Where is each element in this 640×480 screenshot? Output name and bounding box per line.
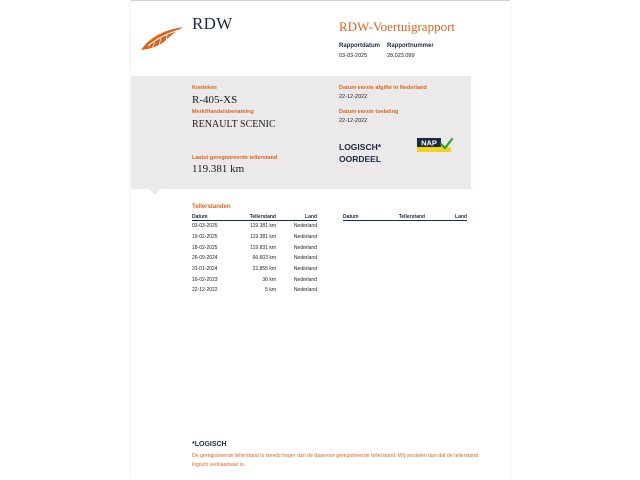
vehicle-summary-panel [131, 76, 471, 189]
first-admission-value: 22-12-2022 [339, 118, 368, 124]
nap-badge-icon [417, 138, 453, 152]
cell-reading: 66.603 km [252, 255, 276, 262]
panel-pointer [149, 189, 161, 195]
top-divider [131, 0, 510, 1]
footnote-text: De geregistreerde tellerstand is steeds hoger dan de daarvoor geregistreerde tellerstand. Wij oordelen dan dat de tellerstand logisch verklaarbaar is. [192, 453, 479, 468]
table-row [192, 285, 317, 296]
first-issue-nl-label: Datum eerste afgifte in Nederland [339, 85, 427, 91]
cell-country: Nederland [293, 287, 317, 294]
col-header-date: Datum [192, 213, 238, 221]
cell-reading: 119.381 km [250, 234, 276, 241]
cell-date: 19-02-2025 [192, 234, 218, 241]
table-header-row [343, 213, 467, 221]
plate-value: R-405-XS [192, 94, 238, 106]
cell-country: Nederland [293, 244, 317, 251]
cell-date: 16-02-2023 [192, 276, 218, 283]
last-odometer-value: 119.381 km [192, 163, 245, 175]
cell-reading: 30 km [262, 276, 276, 283]
rdw-logo-icon [139, 25, 185, 53]
footnote-title: *LOGISCH [192, 441, 227, 448]
report-date: 03-03-2025 [339, 53, 368, 59]
table-row [192, 242, 317, 253]
report-page [131, 0, 510, 480]
table-row [192, 221, 317, 232]
report-number-label: Rapportnummer [387, 43, 434, 49]
cell-reading: 119.381 km [250, 223, 276, 230]
verdict-line-1: LOGISCH* [339, 142, 382, 152]
cell-reading: 5 km [265, 287, 276, 294]
cell-country: Nederland [293, 234, 317, 241]
odometer-table-right [343, 213, 467, 221]
table-row [192, 274, 317, 285]
cell-date: 26-09-2024 [192, 255, 218, 262]
cell-date: 31-01-2024 [192, 266, 218, 273]
col-header-country: Land [276, 213, 317, 221]
first-issue-nl-value: 22-12-2022 [339, 94, 368, 100]
first-admission-label: Datum eerste toelating [339, 109, 399, 115]
verdict [339, 141, 381, 165]
table-row [192, 253, 317, 264]
cell-reading: 119.831 km [250, 244, 276, 251]
cell-reading: 22.855 km [252, 266, 276, 273]
cell-country: Nederland [293, 266, 317, 273]
odometer-section-title: Tellerstanden [192, 204, 231, 210]
col-header-date: Datum [343, 213, 385, 221]
cell-country: Nederland [293, 255, 317, 262]
last-odometer-label: Laatst geregistreerde tellerstand [192, 155, 278, 161]
cell-country: Nederland [293, 276, 317, 283]
cell-date: 18-02-2025 [192, 244, 218, 251]
nap-badge-text: NAP [421, 138, 437, 148]
report-title: RDW-Voertuigrapport [339, 19, 456, 34]
report-number: 28.023.099 [387, 53, 415, 59]
make-value: RENAULT SCENIC [192, 119, 276, 130]
table-row [192, 232, 317, 243]
verdict-line-2: OORDEEL [339, 154, 382, 164]
cell-country: Nederland [293, 223, 317, 230]
col-header-country: Land [425, 213, 467, 221]
brand-name: RDW [192, 14, 233, 33]
odometer-table-left [192, 213, 317, 296]
col-header-reading: Tellerstand [385, 213, 425, 221]
cell-date: 22-12-2022 [192, 287, 218, 294]
make-label: Merk/Handelsbenaming [192, 109, 254, 115]
report-date-label: Rapportdatum [339, 43, 380, 49]
plate-label: Kenteken [192, 85, 217, 91]
cell-date: 03-03-2025 [192, 223, 218, 230]
col-header-reading: Tellerstand [238, 213, 276, 221]
table-header-row [192, 213, 317, 221]
table-row [192, 264, 317, 275]
